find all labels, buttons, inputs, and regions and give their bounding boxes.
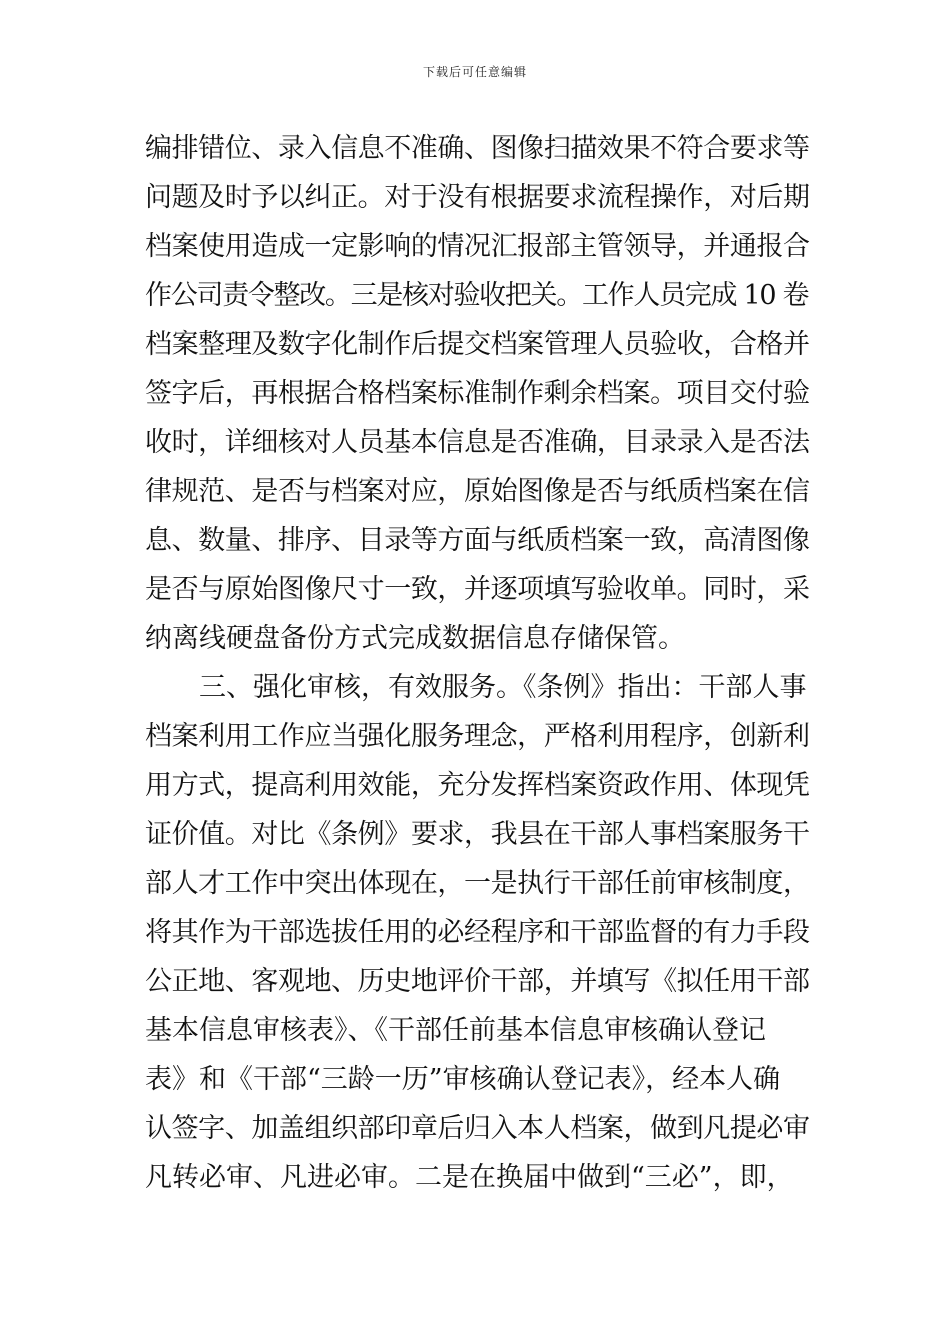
text-line: 档案利用工作应当强化服务理念，严格利用程序，创新利 <box>145 721 810 752</box>
text-line: 公正地、客观地、历史地评价干部，并填写《拟任用干部 <box>145 966 810 997</box>
text-line: 用方式，提高利用效能，充分发挥档案资政作用、体现凭 <box>145 770 810 801</box>
text-line: 律规范、是否与档案对应，原始图像是否与纸质档案在信 <box>145 476 810 507</box>
text-line: 基本信息审核表》、《干部任前基本信息审核确认登记 <box>145 1015 766 1046</box>
page-header: 下载后可任意编辑 <box>422 65 527 79</box>
text-line: 将其作为干部选拔任用的必经程序和干部监督的有力手段 <box>145 917 810 948</box>
text-line: 息、数量、排序、目录等方面与纸质档案一致，高清图像 <box>145 525 810 556</box>
text-line: 作公司责令整改。三是核对验收把关。工作人员完成 10 卷 <box>145 280 809 311</box>
text-line: 纳离线硬盘备份方式完成数据信息存储保管。 <box>145 623 685 654</box>
text-line: 部人才工作中突出体现在，一是执行干部任前审核制度， <box>145 868 810 899</box>
text-line: 签字后，再根据合格档案标准制作剩余档案。项目交付验 <box>145 378 810 409</box>
text-line: 是否与原始图像尺寸一致，并逐项填写验收单。同时，采 <box>145 574 810 605</box>
text-line: 凡转必审、凡进必审。二是在换届中做到“三必”，即， <box>145 1162 794 1193</box>
text-line: 三、强化审核，有效服务。《条例》指出：干部人事 <box>199 672 807 703</box>
text-line: 档案使用造成一定影响的情况汇报部主管领导，并通报合 <box>145 231 810 262</box>
text-line: 收时，详细核对人员基本信息是否准确，目录录入是否法 <box>145 427 810 458</box>
text-line: 证价值。对比《条例》要求，我县在干部人事档案服务干 <box>145 819 810 850</box>
text-line: 认签字、加盖组织部印章后归入本人档案，做到凡提必审 <box>145 1113 810 1144</box>
text-line: 问题及时予以纠正。对于没有根据要求流程操作，对后期 <box>145 182 810 213</box>
text-line: 档案整理及数字化制作后提交档案管理人员验收，合格并 <box>145 329 810 360</box>
document-body <box>145 124 810 1202</box>
text-line: 编排错位、录入信息不准确、图像扫描效果不符合要求等 <box>145 133 810 164</box>
text-line: 表》和《干部“三龄一历”审核确认登记表》，经本人确 <box>145 1064 781 1095</box>
